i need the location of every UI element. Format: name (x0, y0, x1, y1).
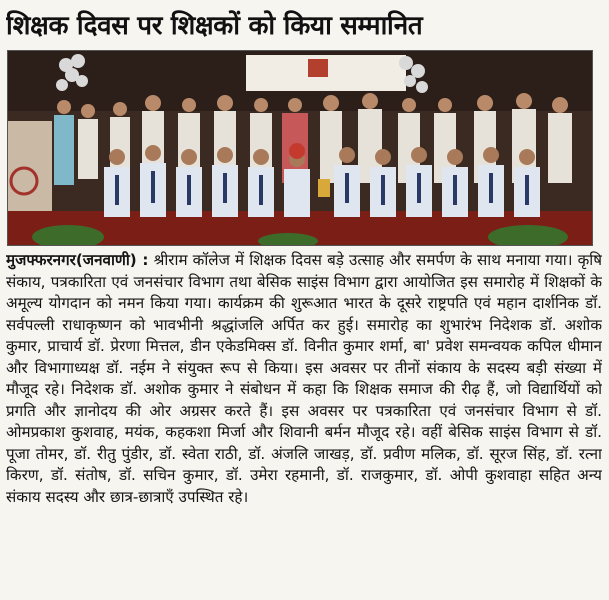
dateline: मुजफ्फरनगर(जनवाणी) : (6, 251, 149, 269)
group-photo (7, 50, 593, 246)
group-photo-illustration (8, 51, 592, 245)
headline: शिक्षक दिवस पर शिक्षकों को किया सम्मानित (6, 11, 423, 41)
article-text: श्रीराम कॉलेज में शिक्षक दिवस बड़े उत्साह और समर्पण के साथ मनाया गया। कृषि संकाय, पत्रकारिता एवं जनसंचार विभाग तथा बेसिक साइंस विभाग द्वारा आयोजित इस समारोह में शिक्षकों के अमूल्य योगदान को नमन किया गया। कार्यक्रम की शुरूआत भारत के दूसरे राष्ट्रपति एवं महान दार्शनिक डॉ. सर्वपल्ली राधाकृष्णन को भावभीनी श्रद्धांजलि अर्पित कर हुई। समारोह का शुभारंभ निदेशक डॉ. अशोक कुमार, प्राचार्य डॉ. प्रेरणा मित्तल, डीन एकेडमिक्स डॉ. विनीत कुमार शर्मा, बा' प्रवेश समन्वयक कपिल धीमान और विभागाध्यक्ष डॉ. नईम ने संयुक्त रूप से किया। इस अवसर पर तीनों संकाय के सदस्य बड़ी संख्या में मौजूद रहे। निदेशक डॉ. अशोक कुमार ने संबोधन में कहा कि शिक्षक समाज की रीढ़ हैं, जो विद्यार्थियों को प्रगति और ज्ञानोदय की ओर अग्रसर करते हैं। इस अवसर पर पत्रकारिता एवं जनसंचार विभाग से डॉ. ओमप्रकाश कुशवाह, मयंक, कहकशा मिर्जा और शिवानी बर्मन मौजूद रहे। वहीं बेसिक साइंस विभाग से डॉ. पूजा तोमर, डॉ. रीतु पुंडीर, डॉ. स्वेता राठी, डॉ. अंजलि जाखड़, डॉ. प्रवीण मलिक, डॉ. सूरज सिंह, डॉ. रत्ना किरण, डॉ. संतोष, डॉ. सचिन कुमार, डॉ. उमेरा रहमानी, डॉ. राजकुमार, डॉ. ओपी कुशवाहा सहित अन्य संकाय सदस्य और छात्र-छात्राएँ उपस्थित रहे। (6, 251, 602, 506)
article-body (6, 250, 602, 596)
